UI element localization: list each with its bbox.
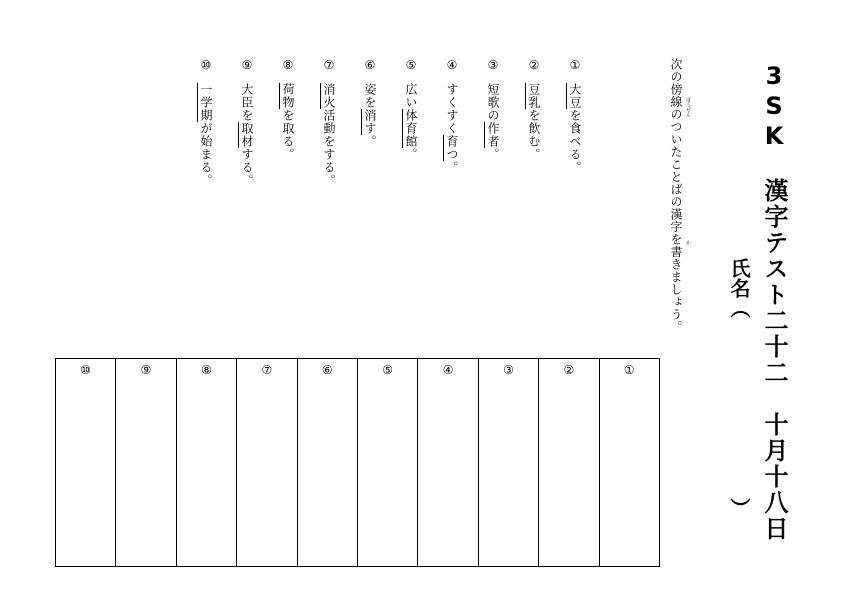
- answer-cell-9[interactable]: [115, 359, 175, 566]
- question-target: 一学期: [199, 83, 213, 122]
- question-pre: すくすく: [445, 83, 459, 135]
- question-post: 。: [363, 135, 377, 148]
- answer-cell-label: ⑥: [321, 363, 333, 377]
- question-target: 大豆: [568, 83, 582, 109]
- page-title: 3SK 漢字テスト二十二 十月十八日: [760, 62, 788, 542]
- question-pre: 広い: [404, 83, 418, 109]
- question-target: 体育館: [404, 109, 418, 148]
- answer-cell-label: ①: [623, 363, 635, 377]
- answer-cell-label: ⑧: [201, 363, 212, 377]
- answer-cell-10[interactable]: [56, 359, 115, 566]
- question-number: ②: [527, 58, 541, 73]
- question-number: ⑤: [404, 58, 418, 73]
- question-3: [485, 58, 502, 161]
- question-target: 取材: [240, 122, 254, 148]
- question-number: ③: [486, 58, 500, 73]
- answer-cell-label: ⑨: [140, 363, 152, 377]
- answer-cell-3[interactable]: [478, 359, 538, 566]
- name-label: 氏名（: [727, 258, 751, 318]
- answer-cell-2[interactable]: [538, 359, 598, 566]
- answer-cell-label: ⑤: [382, 363, 394, 377]
- question-target: 豆乳: [527, 83, 541, 109]
- instructions: 次の傍線のついたことばの漢字を書きましょう。: [669, 58, 683, 333]
- answer-cell-1[interactable]: [599, 359, 659, 566]
- name-close-paren: ）: [727, 498, 751, 518]
- answer-cell-label: ⑦: [261, 363, 273, 377]
- question-target: 育つ: [445, 135, 459, 161]
- question-number: ①: [568, 58, 582, 73]
- answer-cell-label: ③: [503, 363, 514, 377]
- question-target: 荷物: [281, 83, 295, 109]
- ruby-bousen: ぼうせん: [685, 97, 691, 117]
- question-6: [362, 58, 379, 148]
- answer-cell-8[interactable]: [176, 359, 236, 566]
- question-number: ④: [445, 58, 459, 73]
- question-pre: 大臣を: [240, 83, 254, 122]
- question-post: を食べる。: [568, 109, 582, 174]
- question-10: [198, 58, 215, 187]
- question-7: [321, 58, 338, 187]
- answer-cell-label: ⑩: [80, 363, 92, 377]
- question-post: を飲む。: [527, 109, 541, 161]
- question-target: 消火: [322, 83, 336, 109]
- question-number: ⑨: [240, 58, 254, 73]
- answer-cell-6[interactable]: [297, 359, 357, 566]
- question-5: [403, 58, 420, 161]
- answer-cell-label: ④: [442, 363, 454, 377]
- question-target: 作者: [486, 122, 500, 148]
- question-2: [526, 58, 543, 161]
- answer-cell-label: ②: [563, 363, 575, 377]
- question-post: 。: [445, 161, 459, 174]
- answer-grid: [55, 358, 660, 567]
- question-number: ⑩: [199, 58, 213, 73]
- answer-cell-4[interactable]: [417, 359, 477, 566]
- question-post: する。: [240, 148, 254, 187]
- question-1: [567, 58, 584, 174]
- question-pre: 姿を: [363, 83, 377, 109]
- question-4: [444, 58, 461, 174]
- question-post: 。: [486, 148, 500, 161]
- question-number: ⑧: [281, 58, 295, 73]
- question-8: [280, 58, 297, 161]
- question-9: [239, 58, 256, 187]
- question-post: を取る。: [281, 109, 295, 161]
- question-post: 活動をする。: [322, 109, 336, 187]
- question-target: 消す: [363, 109, 377, 135]
- ruby-ka: か: [685, 240, 691, 245]
- question-number: ⑦: [322, 58, 336, 73]
- question-pre: 短歌の: [486, 83, 500, 122]
- question-number: ⑥: [363, 58, 377, 73]
- answer-cell-5[interactable]: [357, 359, 417, 566]
- answer-cell-7[interactable]: [236, 359, 296, 566]
- question-post: 。: [404, 148, 418, 161]
- question-post: が始まる。: [199, 122, 213, 187]
